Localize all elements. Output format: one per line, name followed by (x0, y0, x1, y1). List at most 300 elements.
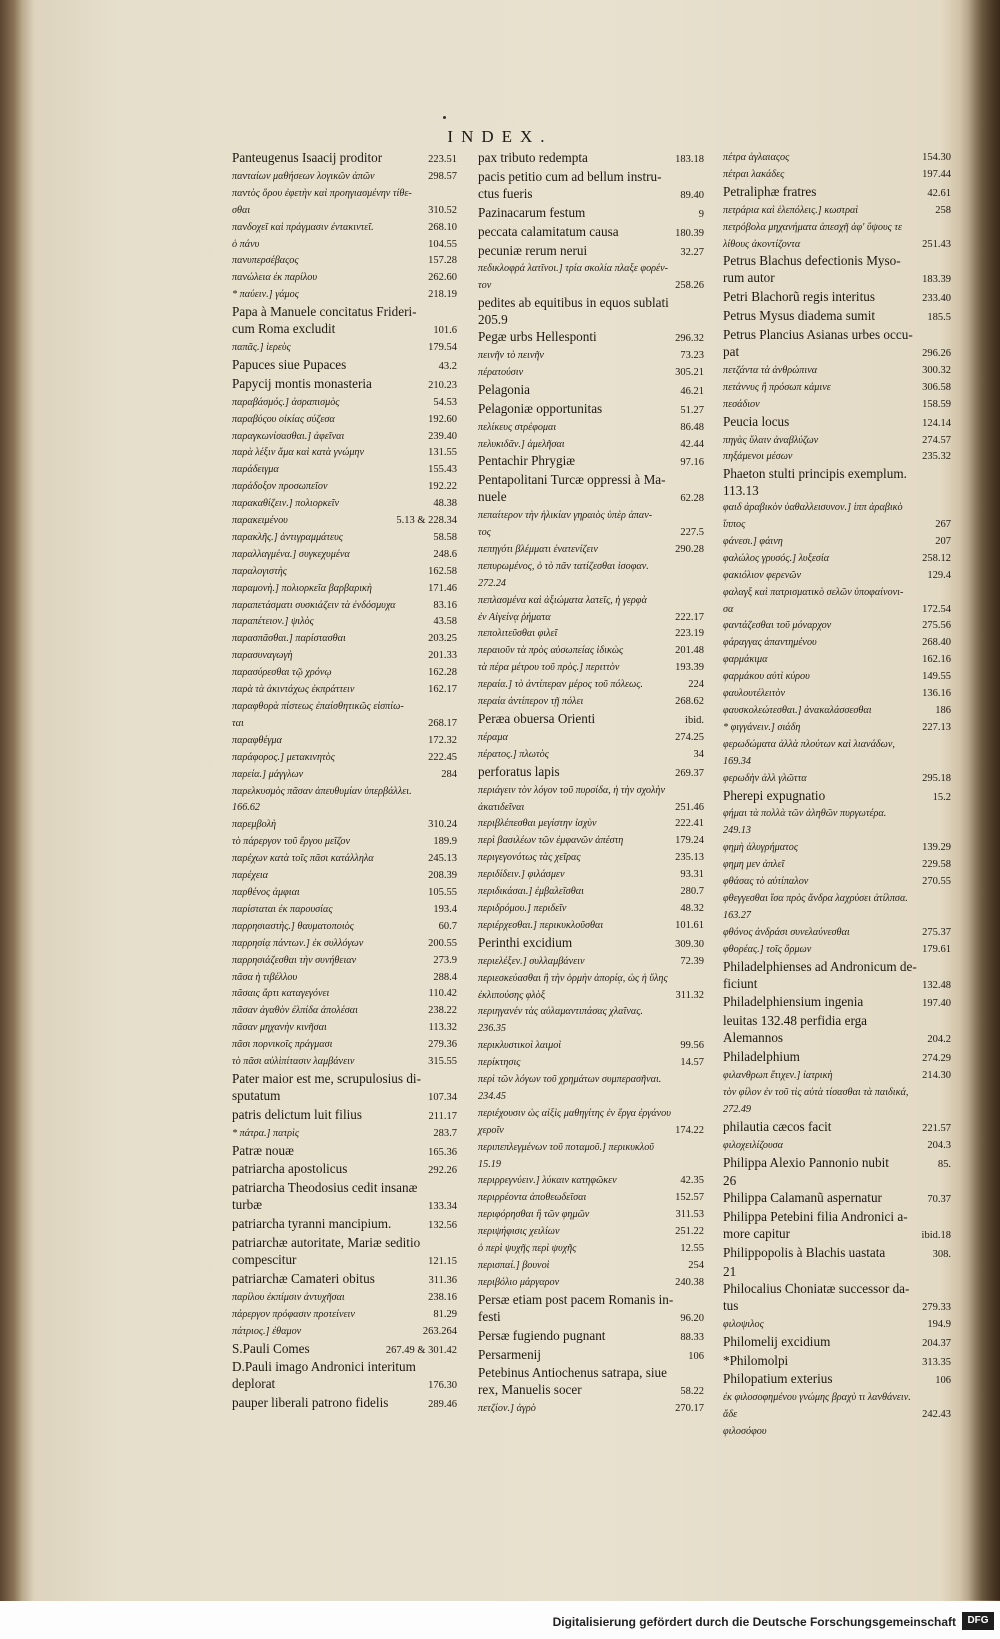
index-entry-reference: 172.32 (428, 734, 457, 746)
index-entry-reference: 88.33 (680, 1331, 704, 1343)
index-entry (232, 784, 457, 801)
index-entry-term: πετζίον.] ἀγρὸ (478, 1403, 536, 1415)
index-entry-term: παραφθέγμα (232, 734, 282, 746)
index-entry-term: Persarmenij (478, 1346, 541, 1362)
index-entry-term: φθάσας τὸ αὐτίπαλον (723, 876, 809, 888)
index-entry-term: σθαι (232, 204, 251, 216)
index-entry-term: Panteugenus Isaacij proditor (232, 150, 383, 165)
index-entry-term: παράφορος.] μετακινητὸς (232, 751, 335, 763)
index-entry (723, 840, 951, 857)
index-entry (723, 686, 951, 703)
index-entry-term: 113.13 (723, 483, 759, 499)
index-entry-term: παρὰ λέξιν ἅμα καὶ κατὰ γνώμην (232, 447, 365, 459)
index-entry-term: patriarcha Theodosius cedit insanæ (232, 1180, 418, 1196)
index-entry (478, 365, 704, 382)
index-entry-term: ὁ περὶ ψυχῆς περὶ ψυχῆς (478, 1243, 577, 1255)
index-entry-term: φαρμάκιμα (723, 654, 768, 666)
index-entry-term: Pentachir Phrygiæ (478, 453, 576, 469)
index-entry-term: πέτραι λακάδες (723, 168, 785, 180)
index-entry (723, 720, 951, 737)
index-entry-reference: 274.57 (922, 434, 951, 446)
index-entry-term: περιέρχεσθαι.] περικυκλοῦσθαι (478, 919, 604, 931)
index-entry-reference: 305.21 (675, 366, 704, 378)
index-entry-term: φερωδώματα ἀλλὰ πλούτων καὶ λιανάδων, (723, 738, 895, 750)
index-entry-term: patriarchæ autoritate, Mariæ seditio (232, 1235, 421, 1251)
index-entry (232, 800, 457, 817)
index-entry-term: Philocalius Choniatæ successor da- (723, 1280, 910, 1296)
index-entry (478, 1309, 704, 1328)
index-entry-term: Philippopolis à Blachis uastata (723, 1245, 886, 1261)
index-entry-reference: 107.34 (428, 1091, 457, 1103)
index-entry-term: περιφόρησθαι ἢ τῶν φημῶν (478, 1209, 590, 1221)
page-edge-shadow (960, 0, 1000, 1600)
index-entry (723, 669, 951, 686)
index-entry-term: Pherepi expugnatio (723, 787, 826, 803)
index-entry (232, 1071, 457, 1088)
index-entry-term: πᾶσα ἡ τιβέλλου (232, 971, 298, 983)
index-entry-term: Petrus Blachus defectionis Myso- (723, 253, 901, 269)
index-entry-reference: 203.25 (428, 633, 457, 645)
index-entry-reference: 133.34 (428, 1201, 457, 1213)
index-entry-reference: 238.16 (428, 1291, 457, 1303)
index-entry-term: περιρρέοντα ἀποθεωδεῖσαι (478, 1192, 587, 1204)
index-entry (723, 1407, 951, 1424)
index-entry (232, 220, 457, 237)
index-entry (723, 1049, 951, 1068)
index-entry-term: πᾶσι πορνικοῖς πράγμασι (232, 1039, 333, 1051)
index-entry (478, 764, 704, 783)
index-entry (232, 1054, 457, 1071)
index-entry (478, 401, 704, 420)
index-entry (478, 1004, 704, 1021)
index-entry (232, 462, 457, 479)
index-entry-reference: 296.32 (675, 333, 704, 345)
index-entry (478, 1089, 704, 1106)
index-entry-term: χεροῖν (478, 1124, 504, 1136)
index-entry (478, 626, 704, 643)
index-entry (723, 1424, 951, 1441)
index-entry-term: φήμαι τὰ πολλὰ τῶν ἀληθῶν πυργωτέρα. (723, 808, 887, 820)
index-entry-term: 163.27 (723, 909, 752, 921)
index-entry-reference: 296.26 (922, 347, 951, 359)
index-entry (478, 489, 704, 508)
index-entry-term: compescitur (232, 1252, 297, 1267)
index-entry-reference: 42.35 (680, 1175, 704, 1187)
index-entry (232, 919, 457, 936)
index-entry-term: ἀκατιδεῖναι (478, 801, 525, 813)
index-entry-term: πελυκιδᾶν.] ἀμελῆσαι (478, 438, 565, 450)
index-entry (232, 1359, 457, 1376)
index-entry-term: παραλλαγμένα.] συγκεχυμένα (232, 548, 350, 560)
index-entry-reference: 268.10 (428, 221, 457, 233)
index-entry (723, 602, 951, 619)
index-entry (478, 295, 704, 312)
index-entry (478, 660, 704, 677)
digitization-footer (0, 1601, 1000, 1639)
index-entry-term: παρακλῆς.] ἀντιγραμμάτευς (232, 531, 343, 543)
index-entry-reference: 258.12 (922, 552, 951, 564)
index-entry-term: τος (478, 527, 491, 539)
index-entry-term: πανδοχεῖ καὶ πράγμασιν ἐντακιντεῖ. (232, 221, 374, 233)
index-entry-term: πεπαίτερον τὴν ἡλικίαν γηραιὸς ὑπὲρ ἀπαν- (478, 510, 653, 522)
index-entry-term: * φιγγάνειν.] σιάδη (723, 721, 801, 733)
index-entry-reference: 131.55 (428, 447, 457, 459)
index-entry (232, 581, 457, 598)
index-entry-term: peccata calamitatum causa (478, 223, 619, 239)
index-entry-term: παρθένος ἀμφιαι (232, 886, 300, 898)
index-entry (232, 716, 457, 733)
index-entry (723, 1209, 951, 1226)
index-entry (232, 547, 457, 564)
index-entry (723, 891, 951, 908)
index-entry-term: πανώλεια ἐκ παρίλου (232, 272, 318, 284)
index-column-1 (232, 150, 457, 1411)
index-entry-reference: 275.56 (922, 620, 951, 632)
index-entry-term: 272.24 (478, 577, 507, 589)
index-entry (232, 1395, 457, 1414)
index-entry-term: patriarcha tyranni mancipium. (232, 1216, 392, 1232)
index-entry-term: Papuces siue Pupaces (232, 356, 347, 372)
index-entry-term: παρεμβολὴ (232, 819, 277, 831)
index-entry-term: πεσάδιον (723, 398, 760, 410)
index-entry-term: πηγὰς ὕλαιν ἀναβλύζων (723, 434, 819, 446)
index-entry-reference: 73.23 (680, 349, 704, 361)
index-entry-term: παρακαθίζειν.] πολιορκεῖν (232, 498, 339, 510)
index-entry-term: περιρρεγνύειν.] λύκαιν κατηφῶκεν (478, 1175, 617, 1187)
index-entry (723, 1138, 951, 1155)
index-entry-reference: 268.17 (428, 717, 457, 729)
index-entry-reference: 48.32 (680, 902, 704, 914)
index-entry-term: Papa à Manuele concitatus Frideri- (232, 304, 417, 320)
index-entry-term: Philadelphienses ad Andronicum de- (723, 958, 917, 974)
index-entry-term: φημη μεν ἀπλεῖ (723, 859, 785, 871)
index-entry-reference: 208.39 (428, 870, 457, 882)
index-entry-term: παρασυναγωγὴ (232, 650, 293, 662)
index-entry-term: pauper liberali patrono fidelis (232, 1395, 389, 1411)
index-entry (478, 150, 704, 169)
index-entry-reference: 235.32 (922, 451, 951, 463)
index-entry-reference: 267 (935, 519, 951, 531)
index-entry-term: deplorat (232, 1376, 276, 1392)
index-entry-term: S.Pauli Comes (232, 1340, 310, 1356)
index-entry (478, 542, 704, 559)
index-entry-term: πέρατος.] πλωτὸς (478, 748, 549, 760)
index-entry (478, 1207, 704, 1224)
index-entry-term: περιγεγονότως τὰς χεῖρας (478, 852, 581, 864)
index-entry-term: παρὰ τὰ ἀκιντάχως ἐκπράττειν (232, 684, 355, 696)
index-entry-reference: 152.57 (675, 1192, 704, 1204)
index-entry (478, 884, 704, 901)
index-entry (478, 1382, 704, 1401)
index-entry (232, 1020, 457, 1037)
index-entry-reference: 283.7 (433, 1127, 457, 1139)
index-entry (723, 433, 951, 450)
index-entry-term: περιπεπλεγμένων τοῦ ποταμοῦ.] περικυκλοῦ (478, 1141, 654, 1153)
index-entry-reference: 263.264 (422, 1325, 457, 1337)
index-entry (478, 576, 704, 593)
index-entry (723, 1371, 951, 1390)
index-entry (232, 614, 457, 631)
index-entry (723, 380, 951, 397)
index-entry-reference: 14.57 (680, 1057, 704, 1069)
index-entry (723, 483, 951, 500)
index-entry-reference: 270.55 (922, 876, 951, 888)
index-entry-term: perforatus lapis (478, 763, 560, 779)
index-entry (478, 169, 704, 186)
index-entry-reference: 242.43 (922, 1409, 951, 1421)
index-entry-reference: 239.40 (428, 430, 457, 442)
index-entry (478, 1038, 704, 1055)
index-entry-term: Perinthi excidium (478, 934, 573, 950)
index-entry-term: περιδικάσαι.] ἐμβαλεῖσθαι (478, 886, 584, 898)
index-entry (478, 186, 704, 205)
index-entry-term: patriarchæ Camateri obitus (232, 1270, 375, 1286)
index-entry-term: πανταίων μαθήσεων λογικῶν ἀπῶν (232, 170, 375, 182)
index-entry-term: περιάγειν τὸν λόγον τοῦ πυρσίδα, ἡ τὴν σχολὴν (478, 784, 666, 796)
index-entry (478, 971, 704, 988)
index-entry (723, 994, 951, 1013)
index-entry-reference: 214.30 (922, 1070, 951, 1082)
index-entry-term: περιδρόμου.] περιδεῖν (478, 902, 567, 914)
index-entry (723, 703, 951, 720)
index-entry-reference: 172.54 (922, 603, 951, 615)
index-entry (232, 1161, 457, 1180)
index-entry (723, 788, 951, 807)
index-entry (723, 167, 951, 184)
index-entry-term: ἄδε (723, 1409, 738, 1421)
index-entry-reference: 279.33 (922, 1301, 951, 1313)
index-entry-term: patriarcha apostolicus (232, 1161, 348, 1177)
index-entry-term: Papycij montis monasteria (232, 375, 372, 391)
index-entry-term: παρασπᾶσθαι.] παρίστασθαι (232, 633, 346, 645)
index-entry-term: περιηγανέν τὰς αὐλαμαντιπάσας χλαῖνας. (478, 1006, 643, 1018)
index-entry-reference: 179.24 (675, 835, 704, 847)
index-entry (723, 976, 951, 995)
index-entry-reference: 204.2 (927, 1034, 951, 1046)
index-entry (723, 1085, 951, 1102)
index-entry (478, 1401, 704, 1418)
index-entry-term: Petrus Mysus diadema sumit (723, 308, 876, 324)
index-entry (232, 445, 457, 462)
index-entry (478, 610, 704, 627)
index-entry-reference: 289.46 (428, 1399, 457, 1411)
index-entry-reference: 155.43 (428, 464, 457, 476)
index-entry (723, 184, 951, 203)
index-entry (723, 635, 951, 652)
index-entry-term: φαλαγξ καὶ πατρισματικὸ σελῶν ὑποφαίνονι- (723, 586, 904, 598)
index-entry-term: nuele (478, 489, 507, 505)
index-entry-term: philautia cæcos facit (723, 1118, 832, 1134)
index-entry (232, 851, 457, 868)
index-entry (232, 970, 457, 987)
index-entry (232, 834, 457, 851)
index-entry-reference: 238.22 (428, 1005, 457, 1017)
index-entry-term: παρασύρεσθαι τῷ χρόνῳ (232, 667, 332, 679)
index-entry (478, 453, 704, 472)
index-entry (723, 1298, 951, 1317)
index-column-3 (723, 150, 951, 1438)
index-entry-term: περιελέξεν.] συλλαμβάνειν (478, 955, 585, 967)
index-entry (478, 800, 704, 817)
index-entry-term: παρελκυσμὸς πᾶσαν ἀπευθυμίαν ὑπερβάλλει. (232, 785, 412, 797)
index-entry-term: pax tributo redempta (478, 150, 588, 165)
index-entry (723, 652, 951, 669)
index-entry (232, 253, 457, 270)
index-entry-term: leuitas 132.48 perfidia erga (723, 1013, 868, 1029)
index-entry-term: 236.35 (478, 1023, 507, 1035)
index-entry-reference: 288.4 (433, 971, 457, 983)
index-entry (232, 1143, 457, 1162)
index-entry (478, 1106, 704, 1123)
index-entry (478, 205, 704, 224)
index-entry-reference: 171.46 (428, 582, 457, 594)
index-entry-reference: 274.29 (922, 1053, 951, 1065)
index-entry-term: φάνεσι.] φάινη (723, 535, 783, 547)
index-entry (232, 1252, 457, 1271)
index-entry-term: φιλοχειλίζουσα (723, 1139, 784, 1151)
index-entry (478, 954, 704, 971)
index-entry-reference: 207 (935, 535, 951, 547)
index-entry-reference: 162.28 (428, 667, 457, 679)
index-entry (478, 472, 704, 489)
index-entry-term: πετζάντα τὰ ἀνθρώπινα (723, 364, 818, 376)
index-entry (723, 1013, 951, 1030)
index-entry (723, 1068, 951, 1085)
index-entry-term: pat (723, 343, 740, 359)
index-entry-term: περὶ τῶν λόγων τοῦ χρημάτων συμπερασῆναι. (478, 1074, 662, 1086)
index-entry (478, 1190, 704, 1207)
index-entry-reference: 186 (935, 705, 951, 716)
index-entry-reference: 42.44 (680, 438, 704, 450)
index-entry-term: παρίσταται ἐκ παρουσίας (232, 903, 333, 915)
index-entry-reference: 290.28 (675, 543, 704, 555)
index-entry (478, 833, 704, 850)
index-entry-term: φαλώλος γρυσός.] λυξεσία (723, 552, 830, 564)
index-entry (232, 321, 457, 340)
index-entry (723, 1102, 951, 1119)
index-entry (232, 699, 457, 716)
index-entry-reference: 96.20 (680, 1312, 704, 1324)
index-entry (232, 868, 457, 885)
index-entry-term: πανυπερσέβαςος (232, 255, 299, 267)
index-entry-reference: 99.56 (680, 1040, 704, 1052)
index-entry-reference: 124.14 (922, 417, 951, 429)
index-entry-term: λίθους ἀκοντίζοντα (723, 238, 801, 250)
index-entry-reference: 101.61 (675, 919, 704, 931)
index-entry-term: ἐκλιπούσης φλὸξ (478, 989, 546, 1001)
index-entry (723, 771, 951, 788)
index-entry (232, 1003, 457, 1020)
index-entry-term: Petrus Plancius Asianas urbes occu- (723, 327, 913, 343)
index-entry (232, 682, 457, 699)
index-entry-reference: 235.13 (675, 852, 704, 864)
index-entry-term: φιλοσόφου (723, 1426, 767, 1438)
index-entry-reference: 197.40 (922, 998, 951, 1010)
index-entry-reference: 240.38 (675, 1276, 704, 1288)
index-entry (478, 1224, 704, 1241)
index-entry (232, 1037, 457, 1054)
index-entry-term: τὸν φίλον ἐν τοῦ τὶς αὐτὰ τίσασθαι τὰ παιδικά, (723, 1086, 909, 1098)
index-entry-term: 21 (723, 1264, 737, 1279)
index-entry (478, 747, 704, 764)
index-entry-reference: 200.55 (428, 937, 457, 949)
index-entry (478, 918, 704, 935)
index-entry-term: 249.13 (723, 825, 752, 837)
index-entry-term: περαιοῦν τὰ πρὸς αὐσωπείας ἰδικὼς (478, 645, 624, 657)
index-entry (723, 270, 951, 289)
index-entry-reference: 223.51 (428, 154, 457, 165)
index-entry (723, 737, 951, 754)
index-entry-term: φθεγγεσθαι ἴσα πρὸς ἄνδρα λαχρύσει ἀτίλπσα. (723, 892, 908, 904)
index-entry-reference: 48.38 (433, 498, 457, 510)
index-entry-reference: 254 (688, 1260, 704, 1271)
index-entry (478, 694, 704, 711)
index-entry-reference: 121.15 (428, 1256, 457, 1267)
index-entry-reference: 315.55 (428, 1056, 457, 1068)
index-entry (723, 150, 951, 167)
index-entry-term: Philopatium exterius (723, 1371, 833, 1387)
index-entry-reference: 267.49 & 301.42 (385, 1344, 457, 1356)
index-entry (478, 867, 704, 884)
index-entry-term: ἵππος (723, 519, 746, 531)
index-entry-term: φαρμάκου αὐτὶ κύρου (723, 671, 810, 683)
index-entry (478, 1055, 704, 1072)
index-entry-reference: 311.36 (428, 1274, 457, 1286)
index-entry-term: πεινῆν τὸ πεινῆν (478, 349, 544, 361)
index-entry-reference: 248.6 (433, 548, 457, 560)
index-entry-reference: 97.16 (680, 457, 704, 469)
index-entry (232, 513, 457, 530)
index-entry-term: Peucia locus (723, 413, 790, 429)
index-entry-term: παρέχεια (232, 870, 269, 882)
index-entry (478, 224, 704, 243)
index-entry-term: πετράρια καὶ ἑλεπόλεις.] κωστραὶ (723, 204, 859, 216)
index-entry-reference: 223.19 (675, 628, 704, 640)
index-entry (478, 261, 704, 278)
index-entry-term: 272.49 (723, 1103, 752, 1115)
index-entry-reference: 270.17 (675, 1403, 704, 1415)
index-entry-term: φακιόλιον φερενῶν (723, 569, 801, 581)
index-entry (723, 203, 951, 220)
index-entry-reference: 262.60 (428, 272, 457, 284)
index-entry-reference: 183.39 (922, 274, 951, 286)
index-entry-term: περιδίδειν.] φιλάσμεν (478, 869, 565, 881)
index-entry-term: περαία.] τὸ ἀντίπεραν μέρος τοῦ πόλεως. (478, 679, 643, 691)
index-entry-reference: 193.39 (675, 662, 704, 674)
index-entry-reference: 15.2 (932, 791, 951, 803)
index-entry (723, 1245, 951, 1264)
index-entry-term: pedites ab equitibus in equos sublati (478, 295, 669, 311)
index-entry (723, 237, 951, 254)
index-entry-term: φθόνος ἀνδράσι συνελαύνεσθαι (723, 926, 850, 938)
index-entry-term: πεπυρωμένος, ὁ τὸ πᾶν τατίζεσθαι ἰσοφαν. (478, 560, 649, 572)
index-entry-term: Pelagoniæ opportunitas (478, 400, 603, 416)
index-entry-reference: 34 (693, 748, 704, 760)
index-entry (232, 186, 457, 203)
index-entry-term: πᾶσαις ἄρτι καταγεγόνει (232, 988, 330, 1000)
index-entry-term: περαία ἀντίπερον τῇ πόλει (478, 696, 584, 708)
index-entry (232, 817, 457, 834)
index-entry-reference: 85. (937, 1158, 951, 1170)
index-entry-term: φθορέας.] τοῖς ὄρμων (723, 943, 812, 955)
index-entry-term: περίκτησις (478, 1057, 521, 1069)
index-entry-term: rum autor (723, 270, 775, 286)
index-entry-term: Patræ nouæ (232, 1142, 294, 1158)
index-entry (723, 466, 951, 483)
index-entry-reference: 110.42 (428, 988, 457, 1000)
index-entry-term: ται (232, 717, 244, 729)
index-entry-term: παρέχων κατὰ τοῖς πᾶσι κατάλληλα (232, 853, 374, 865)
